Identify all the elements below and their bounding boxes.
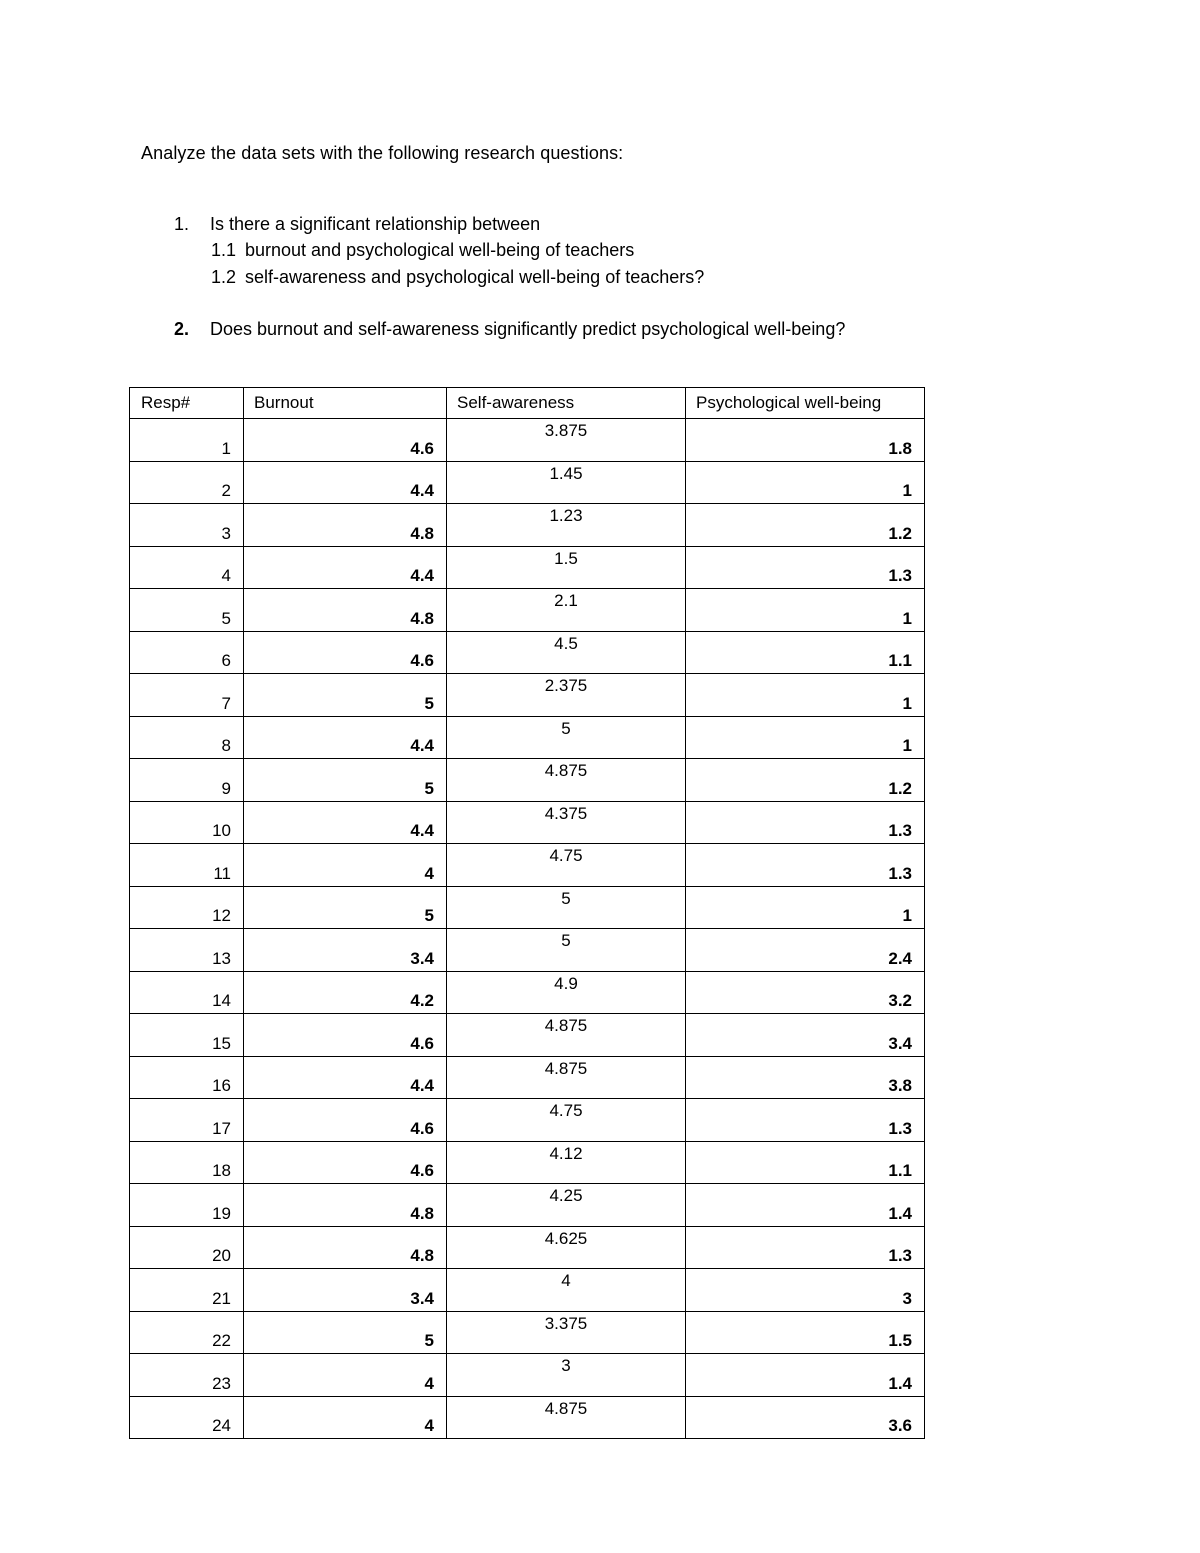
- cell-resp: 19: [130, 1184, 244, 1227]
- cell-resp: 10: [130, 801, 244, 844]
- cell-psychological-well-being: 1: [686, 589, 925, 632]
- cell-burnout: 4.8: [244, 504, 447, 547]
- cell-resp: 17: [130, 1099, 244, 1142]
- header-resp: Resp#: [130, 388, 244, 419]
- cell-burnout: 4.2: [244, 971, 447, 1014]
- cell-self-awareness: 2.1: [447, 589, 686, 632]
- cell-psychological-well-being: 1.1: [686, 1141, 925, 1184]
- cell-self-awareness: 3.375: [447, 1311, 686, 1354]
- cell-resp: 20: [130, 1226, 244, 1269]
- cell-self-awareness: 4.25: [447, 1184, 686, 1227]
- cell-resp: 2: [130, 461, 244, 504]
- cell-burnout: 4.6: [244, 1141, 447, 1184]
- cell-burnout: 4.8: [244, 1184, 447, 1227]
- table-row: [130, 1354, 925, 1397]
- cell-psychological-well-being: 1.3: [686, 844, 925, 887]
- table-row: [130, 461, 925, 504]
- table-header-row: [130, 388, 925, 419]
- table-row: [130, 801, 925, 844]
- sub-question-1-2: [211, 267, 704, 288]
- cell-psychological-well-being: 1: [686, 886, 925, 929]
- cell-resp: 3: [130, 504, 244, 547]
- cell-self-awareness: 4.12: [447, 1141, 686, 1184]
- cell-psychological-well-being: 1.3: [686, 1099, 925, 1142]
- cell-burnout: 3.4: [244, 1269, 447, 1312]
- header-self-awareness: Self-awareness: [447, 388, 686, 419]
- question-number: 2.: [174, 319, 190, 339]
- header-psychological-well-being: Psychological well-being: [686, 388, 925, 419]
- table-row: [130, 929, 925, 972]
- cell-psychological-well-being: 2.4: [686, 929, 925, 972]
- cell-self-awareness: 5: [447, 716, 686, 759]
- table-row: [130, 1396, 925, 1439]
- cell-burnout: 5: [244, 674, 447, 717]
- sub-question-number: 1.1: [211, 240, 237, 260]
- sub-question-number: 1.2: [211, 267, 237, 287]
- cell-resp: 8: [130, 716, 244, 759]
- table-row: [130, 589, 925, 632]
- table-row: [130, 546, 925, 589]
- cell-burnout: 4.6: [244, 1014, 447, 1057]
- cell-burnout: 5: [244, 886, 447, 929]
- cell-self-awareness: 1.23: [447, 504, 686, 547]
- cell-self-awareness: 1.45: [447, 461, 686, 504]
- cell-psychological-well-being: 3: [686, 1269, 925, 1312]
- cell-psychological-well-being: 3.8: [686, 1056, 925, 1099]
- cell-self-awareness: 4.9: [447, 971, 686, 1014]
- cell-psychological-well-being: 1.4: [686, 1354, 925, 1397]
- table-body: [130, 419, 925, 1439]
- table-row: [130, 1184, 925, 1227]
- cell-burnout: 4.4: [244, 546, 447, 589]
- cell-resp: 15: [130, 1014, 244, 1057]
- table-row: [130, 716, 925, 759]
- question-2: [174, 319, 845, 340]
- cell-burnout: 4: [244, 1396, 447, 1439]
- table-row: [130, 759, 925, 802]
- cell-psychological-well-being: 1: [686, 461, 925, 504]
- question-number: 1.: [174, 214, 190, 234]
- cell-burnout: 5: [244, 759, 447, 802]
- cell-resp: 16: [130, 1056, 244, 1099]
- cell-burnout: 4.4: [244, 801, 447, 844]
- cell-resp: 4: [130, 546, 244, 589]
- cell-self-awareness: 4.75: [447, 1099, 686, 1142]
- cell-resp: 1: [130, 419, 244, 462]
- table-row: [130, 1226, 925, 1269]
- cell-psychological-well-being: 1.1: [686, 631, 925, 674]
- cell-self-awareness: 4.875: [447, 1396, 686, 1439]
- table-row: [130, 844, 925, 887]
- table-row: [130, 1269, 925, 1312]
- question-text: Does burnout and self-awareness significantly predict psychological well-being?: [210, 319, 846, 339]
- cell-burnout: 4: [244, 844, 447, 887]
- header-burnout: Burnout: [244, 388, 447, 419]
- cell-psychological-well-being: 3.6: [686, 1396, 925, 1439]
- intro-text: Analyze the data sets with the following research questions:: [141, 143, 624, 163]
- table-row: [130, 1014, 925, 1057]
- cell-psychological-well-being: 1.4: [686, 1184, 925, 1227]
- question-1: [174, 214, 540, 235]
- cell-self-awareness: 2.375: [447, 674, 686, 717]
- cell-resp: 7: [130, 674, 244, 717]
- cell-burnout: 4.6: [244, 631, 447, 674]
- cell-burnout: 4.6: [244, 419, 447, 462]
- sub-question-text: self-awareness and psychological well-being of teachers?: [245, 267, 705, 287]
- cell-burnout: 4: [244, 1354, 447, 1397]
- cell-resp: 11: [130, 844, 244, 887]
- cell-burnout: 4.4: [244, 461, 447, 504]
- table-row: [130, 971, 925, 1014]
- table-row: [130, 419, 925, 462]
- cell-psychological-well-being: 1.8: [686, 419, 925, 462]
- cell-self-awareness: 4.75: [447, 844, 686, 887]
- cell-self-awareness: 5: [447, 929, 686, 972]
- cell-burnout: 4.4: [244, 716, 447, 759]
- cell-resp: 6: [130, 631, 244, 674]
- cell-psychological-well-being: 1: [686, 716, 925, 759]
- table-row: [130, 674, 925, 717]
- cell-burnout: 4.8: [244, 1226, 447, 1269]
- cell-burnout: 4.8: [244, 589, 447, 632]
- table-row: [130, 1141, 925, 1184]
- cell-self-awareness: 1.5: [447, 546, 686, 589]
- table-row: [130, 631, 925, 674]
- cell-psychological-well-being: 1.5: [686, 1311, 925, 1354]
- cell-self-awareness: 4: [447, 1269, 686, 1312]
- table-row: [130, 886, 925, 929]
- cell-self-awareness: 4.875: [447, 1056, 686, 1099]
- cell-self-awareness: 3.875: [447, 419, 686, 462]
- cell-resp: 22: [130, 1311, 244, 1354]
- table-row: [130, 1056, 925, 1099]
- cell-resp: 9: [130, 759, 244, 802]
- cell-burnout: 5: [244, 1311, 447, 1354]
- cell-resp: 5: [130, 589, 244, 632]
- cell-resp: 24: [130, 1396, 244, 1439]
- cell-self-awareness: 4.625: [447, 1226, 686, 1269]
- cell-resp: 23: [130, 1354, 244, 1397]
- cell-psychological-well-being: 3.2: [686, 971, 925, 1014]
- cell-burnout: 3.4: [244, 929, 447, 972]
- table-row: [130, 504, 925, 547]
- cell-self-awareness: 4.5: [447, 631, 686, 674]
- cell-self-awareness: 5: [447, 886, 686, 929]
- cell-psychological-well-being: 1: [686, 674, 925, 717]
- data-table: [129, 387, 925, 1439]
- cell-psychological-well-being: 1.2: [686, 759, 925, 802]
- question-text: Is there a significant relationship between: [210, 214, 541, 234]
- cell-resp: 14: [130, 971, 244, 1014]
- cell-burnout: 4.4: [244, 1056, 447, 1099]
- table-row: [130, 1311, 925, 1354]
- cell-self-awareness: 4.875: [447, 759, 686, 802]
- table-row: [130, 1099, 925, 1142]
- cell-self-awareness: 3: [447, 1354, 686, 1397]
- cell-psychological-well-being: 1.3: [686, 1226, 925, 1269]
- sub-question-text: burnout and psychological well-being of teachers: [245, 240, 635, 260]
- cell-resp: 13: [130, 929, 244, 972]
- cell-psychological-well-being: 1.2: [686, 504, 925, 547]
- cell-resp: 12: [130, 886, 244, 929]
- cell-self-awareness: 4.875: [447, 1014, 686, 1057]
- cell-burnout: 4.6: [244, 1099, 447, 1142]
- cell-resp: 21: [130, 1269, 244, 1312]
- sub-question-1-1: [211, 240, 634, 261]
- cell-resp: 18: [130, 1141, 244, 1184]
- cell-self-awareness: 4.375: [447, 801, 686, 844]
- cell-psychological-well-being: 1.3: [686, 546, 925, 589]
- cell-psychological-well-being: 1.3: [686, 801, 925, 844]
- cell-psychological-well-being: 3.4: [686, 1014, 925, 1057]
